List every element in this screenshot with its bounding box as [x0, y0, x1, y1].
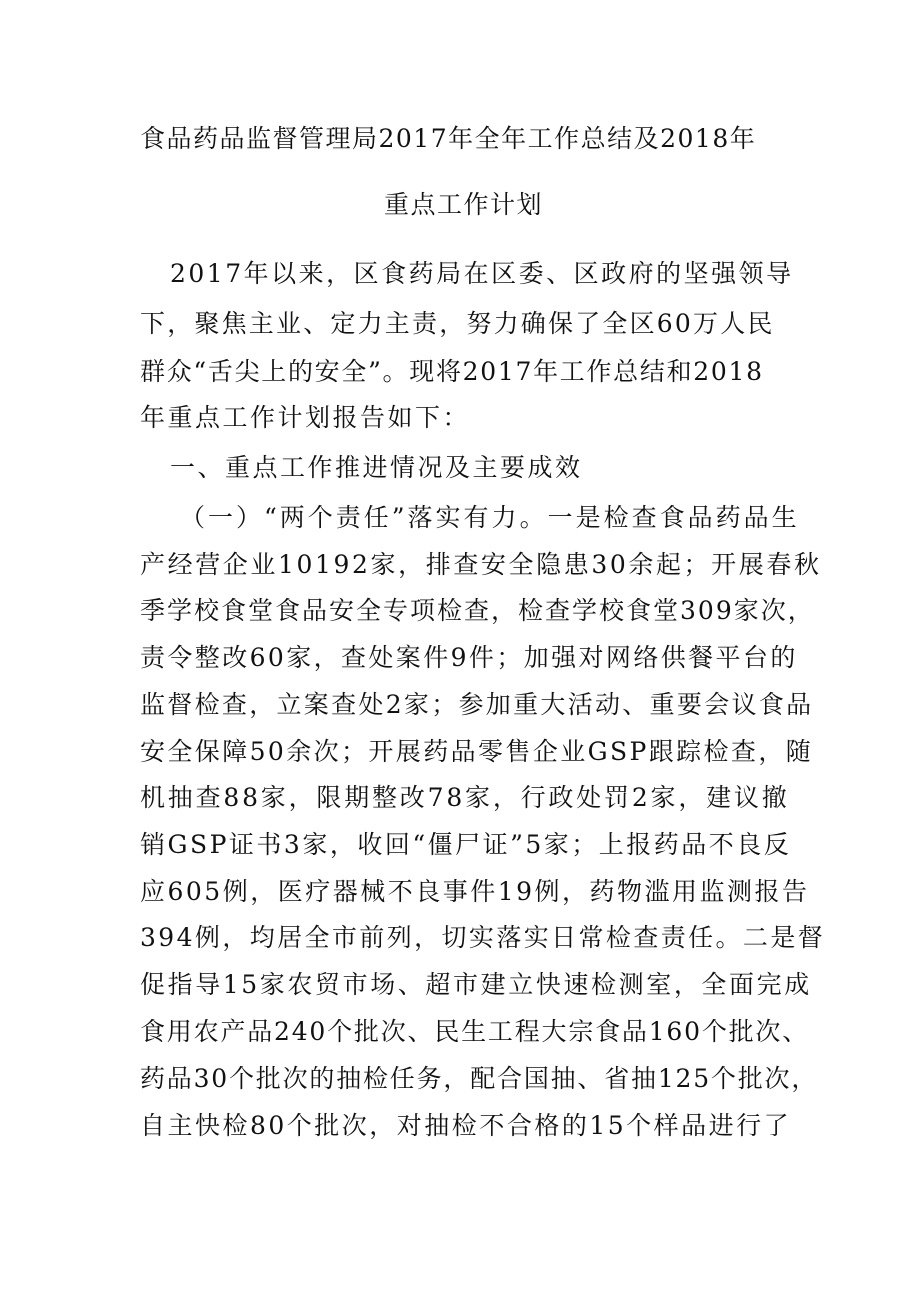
body-paragraph-line: 394例，均居全市前列，切实落实日常检查责任。二是督 [140, 923, 826, 952]
intro-paragraph-line: 2017年以来，区食药局在区委、区政府的坚强领导 [170, 259, 794, 288]
body-paragraph-line: 产经营企业10192家，排查安全隐患30余起；开展春秋 [140, 550, 822, 579]
body-paragraph-line: 机抽查88家，限期整改78家，行政处罚2家，建议撤 [140, 783, 790, 812]
document-title-line-2: 重点工作计划 [384, 190, 544, 219]
body-paragraph-line: 销GSP证书3家，收回“僵尸证”5家；上报药品不良反 [140, 830, 792, 859]
body-paragraph-line: 应605例，医疗器械不良事件19例，药物滥用监测报告 [140, 877, 810, 906]
body-paragraph-line: 促指导15家农贸市场、超市建立快速检测室，全面完成 [140, 970, 812, 999]
intro-paragraph-line: 群众“舌尖上的安全”。现将2017年工作总结和2018 [140, 357, 764, 386]
body-paragraph-line: 食用农产品240个批次、民生工程大宗食品160个批次、 [140, 1017, 810, 1046]
body-paragraph-line: 监督检查，立案查处2家；参加重大活动、重要会议食品 [140, 690, 814, 719]
body-paragraph-line: 季学校食堂食品安全专项检查，检查学校食堂309家次， [140, 596, 815, 625]
intro-paragraph-line: 下，聚焦主业、定力主责，努力确保了全区60万人民 [140, 309, 775, 338]
body-paragraph-line: 责令整改60家，查处案件9件；加强对网络供餐平台的 [140, 643, 798, 672]
body-paragraph-line: 自主快检80个批次，对抽检不合格的15个样品进行了 [140, 1111, 792, 1140]
intro-paragraph-line: 年重点工作计划报告如下： [140, 403, 471, 432]
body-paragraph-line: （一）“两个责任”落实有力。一是检查食品药品生 [180, 503, 800, 532]
section-heading: 一、重点工作推进情况及主要成效 [170, 453, 583, 482]
body-paragraph-line: 药品30个批次的抽检任务，配合国抽、省抽125个批次， [140, 1064, 819, 1093]
body-paragraph-line: 安全保障50余次；开展药品零售企业GSP跟踪检查，随 [140, 737, 814, 766]
document-title-line-1: 食品药品监督管理局2017年全年工作总结及2018年 [140, 124, 757, 153]
